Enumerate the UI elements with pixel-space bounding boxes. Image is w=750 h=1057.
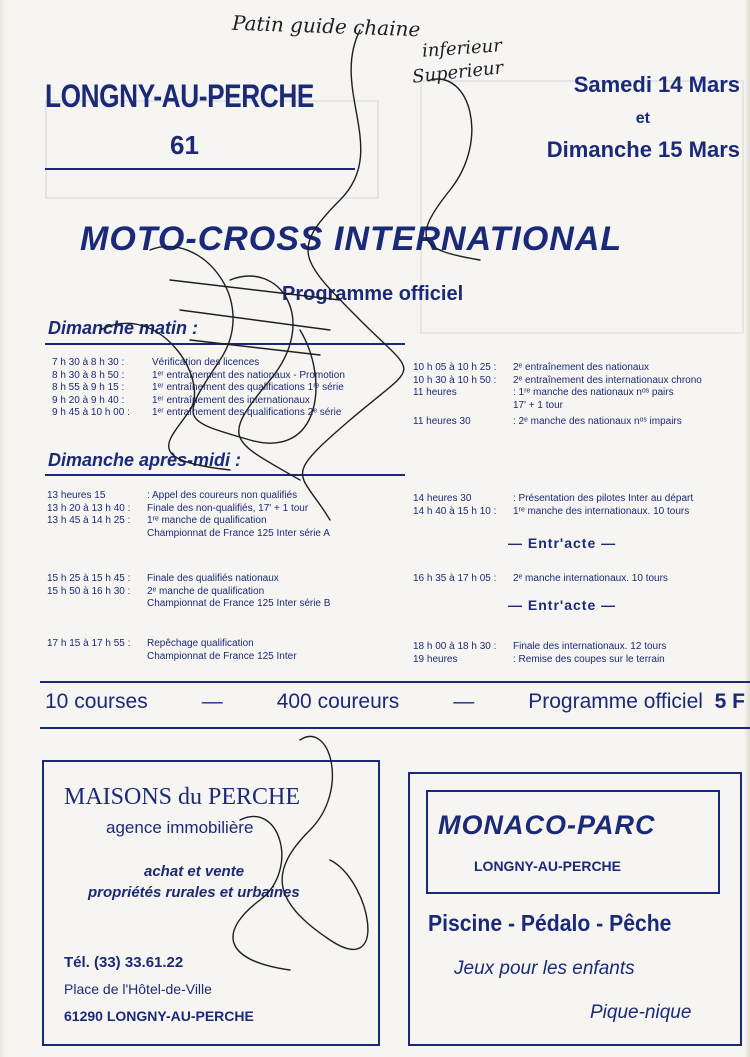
schedule-row: Championnat de France 125 Inter série B xyxy=(147,598,331,610)
schedule-row: 18 h 00 à 18 h 30 : Finale des internationaux. 12 tours xyxy=(413,641,667,652)
ad-maisons-name: MAISONS du PERCHE xyxy=(64,784,301,810)
handwritten-note-line3: Superieur xyxy=(411,57,505,88)
schedule-row: Championnat de France 125 Inter xyxy=(147,650,297,662)
ad-maisons-address: Place de l'Hôtel-de-Ville xyxy=(64,981,212,997)
ad-monaco-kids: Jeux pour les enfants xyxy=(454,958,635,979)
ad-monaco-town: LONGNY-AU-PERCHE xyxy=(474,858,622,874)
department-number: 61 xyxy=(170,130,199,160)
entracte-1: — Entr'acte — xyxy=(508,535,617,551)
ad-maisons-line2: propriétés rurales et urbaines xyxy=(88,884,300,901)
schedule-row: 13 h 20 à 13 h 40 : Finale des non-qualifiés, 17' + 1 tour xyxy=(47,502,309,514)
ad-maisons-subtitle: agence immobilière xyxy=(106,818,254,837)
date-connector: et xyxy=(635,110,650,127)
summary-dash: — xyxy=(201,690,223,713)
schedule-row: 16 h 35 à 17 h 05 : 2ᵉ manche internationaux. 10 tours xyxy=(413,573,668,584)
program-subtitle: Programme officiel xyxy=(282,283,464,305)
schedule-row: Championnat de France 125 Inter série A xyxy=(147,527,330,539)
event-title: MOTO-CROSS INTERNATIONAL xyxy=(80,220,623,258)
autograph-stroke xyxy=(282,736,368,949)
summary-price: 5 F xyxy=(714,690,745,713)
autograph-stroke xyxy=(233,816,290,970)
handwritten-note-line2: inferieur xyxy=(421,35,503,62)
schedule-row: 17 h 15 à 17 h 55 : Repêchage qualification xyxy=(47,638,254,649)
section-sunday-afternoon: Dimanche après-midi : xyxy=(48,450,242,470)
handwritten-note-line1: Patin guide chaine xyxy=(231,10,421,42)
ad-maisons-line1: achat et vente xyxy=(144,863,245,880)
town-name: LONGNY-AU-PERCHE xyxy=(45,78,314,114)
schedule-row: 10 h 30 à 10 h 50 : 2ᵉ entraînement des internationaux chrono xyxy=(413,374,702,386)
summary-program: Programme officiel xyxy=(528,690,703,713)
schedule-row: 9 h 45 à 10 h 00 : 1ᵉʳ entraînement des qualifications 2ᵉ série xyxy=(52,407,342,419)
entracte-2: — Entr'acte — xyxy=(508,597,617,613)
schedule-row: 10 h 05 à 10 h 25 : 2ᵉ entraînement des nationaux xyxy=(413,362,650,373)
summary-courses: 10 courses xyxy=(45,690,148,713)
schedule-row: 11 heures : 1ʳᵉ manche des nationaux nᵒˢ pairs xyxy=(413,387,674,399)
ad-monaco-picnic: Pique-nique xyxy=(590,1002,692,1023)
schedule-row: 15 h 25 à 15 h 45 : Finale des qualifiés nationaux xyxy=(47,573,279,584)
summary-dash: — xyxy=(453,690,475,713)
autograph-stroke xyxy=(170,280,340,355)
ad-maisons-tel: Tél. (33) 33.61.22 xyxy=(64,954,184,971)
ad-monaco-name: MONACO-PARC xyxy=(438,810,656,840)
schedule-row: 13 heures 15 : Appel des coureurs non qualifiés xyxy=(47,490,298,501)
summary-riders: 400 coureurs xyxy=(276,690,400,713)
ad-monaco-activities: Piscine - Pédalo - Pêche xyxy=(428,910,672,936)
autograph-stroke xyxy=(303,30,404,520)
schedule-row: 8 h 55 à 9 h 15 : 1ᵉʳ entraînement des qualifications 1ʳᵉ série xyxy=(52,382,344,394)
schedule-row: 19 heures : Remise des coupes sur le terrain xyxy=(413,653,665,665)
schedule-row: 15 h 50 à 16 h 30 : 2ᵉ manche de qualification xyxy=(47,585,265,597)
autograph-stroke xyxy=(426,79,480,260)
schedule-row: 7 h 30 à 8 h 30 : Vérification des licences xyxy=(52,357,260,368)
schedule-row: 11 heures 30 : 2ᵉ manche des nationaux nᵒˢ impairs xyxy=(413,416,682,428)
schedule-row: 8 h 30 à 8 h 50 : 1ᵉʳ entraînement des nationaux - Promotion xyxy=(52,369,345,381)
schedule-row: 17' + 1 tour xyxy=(513,399,563,411)
schedule-row: 13 h 45 à 14 h 25 : 1ʳᵉ manche de qualification xyxy=(47,515,267,527)
autograph-stroke xyxy=(230,276,300,480)
date-sunday: Dimanche 15 Mars xyxy=(546,137,740,162)
schedule-row: 14 heures 30 : Présentation des pilotes Inter au départ xyxy=(413,493,694,504)
schedule-row: 9 h 20 à 9 h 40 : 1ᵉʳ entraînement des internationaux xyxy=(52,394,310,406)
section-sunday-morning: Dimanche matin : xyxy=(48,318,199,338)
ad-maisons-city: 61290 LONGNY-AU-PERCHE xyxy=(64,1008,254,1024)
autograph-stroke xyxy=(100,323,230,470)
date-saturday: Samedi 14 Mars xyxy=(573,72,740,97)
schedule-row: 14 h 40 à 15 h 10 : 1ʳᵉ manche des internationaux. 10 tours xyxy=(413,505,690,517)
